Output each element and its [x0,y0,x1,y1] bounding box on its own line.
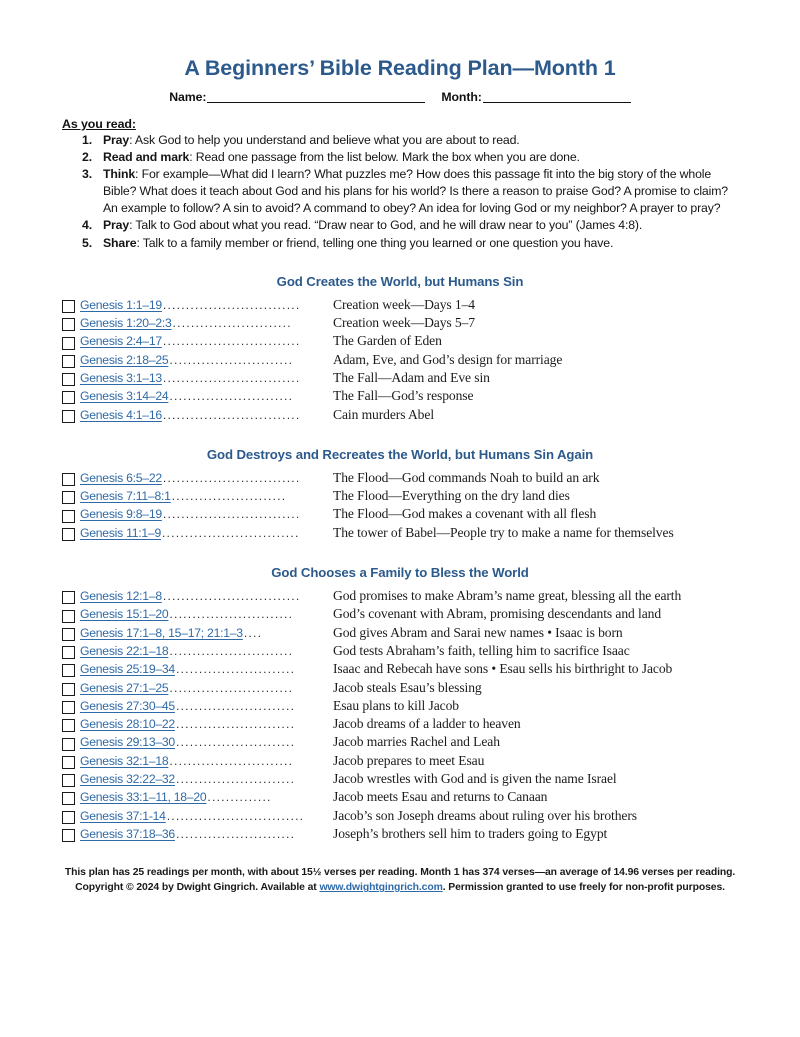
dot-leader: ........................... [169,353,294,366]
instructions-list [62,132,738,252]
scripture-reference-link[interactable]: Genesis 37:1-14 [80,808,166,823]
reading-checkbox[interactable] [62,738,75,751]
reference-group [80,489,329,503]
dot-leader: .............................. [162,335,301,348]
footer [62,865,738,895]
reading-row[interactable] [62,808,738,826]
reading-description: Jacob meets Esau and returns to Canaan [333,789,548,805]
reading-description: Jacob steals Esau’s blessing [333,679,482,695]
reference-group [80,298,329,312]
dot-leader: .............................. [162,471,301,485]
reading-description: Isaac and Rebecah have sons • Esau sells his birthright to Jacob [333,661,673,677]
reference-group [80,662,329,676]
dot-leader: .............. [207,791,272,804]
reading-description: The Fall—Adam and Eve sin [333,369,490,385]
month-label: Month: [441,89,482,104]
scripture-reference-link[interactable]: Genesis 2:18–25 [80,352,169,367]
reading-row[interactable] [62,470,738,488]
reading-checkbox[interactable] [62,774,75,787]
instruction-step [62,235,738,252]
scripture-reference-link[interactable]: Genesis 28:10–22 [80,717,175,732]
dot-leader: .......................... [175,718,296,731]
section-spacer [62,425,738,446]
reading-sections [62,252,738,844]
reading-row[interactable] [62,789,738,807]
scripture-reference-link[interactable]: Genesis 22:1–18 [80,643,169,658]
reading-checkbox[interactable] [62,628,75,641]
instruction-step-text: : Talk to God about what you read. “Draw near to God, and he will draw near to you” (James 4:8). [129,218,643,233]
section-spacer [62,252,738,273]
scripture-reference-link[interactable]: Genesis 12:1–8 [80,589,162,604]
instruction-step-lead: Read and mark [103,150,190,165]
instruction-step-text: : Talk to a family member or friend, telling one thing you learned or one question you have. [136,235,614,250]
reading-row[interactable] [62,734,738,752]
reading-row[interactable] [62,680,738,698]
reading-row[interactable] [62,506,738,524]
month-input-rule[interactable] [483,102,631,103]
reading-description: The Flood—God makes a covenant with all flesh [333,506,597,522]
dot-leader: .......................... [175,736,296,749]
dot-leader: .......................... [175,663,296,676]
scripture-reference-link[interactable]: Genesis 6:5–22 [80,470,162,485]
scripture-reference-link[interactable]: Genesis 37:18–36 [80,826,175,841]
reading-description: Jacob wrestles with God and is given the name Israel [333,771,617,787]
reading-description: Joseph’s brothers sell him to traders going to Egypt [333,825,608,841]
name-month-line [62,90,738,104]
instruction-step-text: : Ask God to help you understand and believe what you are about to read. [129,132,520,147]
scripture-reference-link[interactable]: Genesis 27:30–45 [80,698,175,713]
copyright-text-before: Copyright © 2024 by Dwight Gingrich. Available at [75,882,320,894]
reading-row[interactable] [62,315,738,333]
reference-group [80,754,329,768]
dot-leader: ........................... [169,608,294,621]
reading-list [62,297,738,425]
dot-leader: .... [243,626,263,639]
reference-group [80,389,329,403]
reading-checkbox[interactable] [62,373,75,386]
reading-checkbox[interactable] [62,528,75,541]
instruction-step [62,132,738,149]
scripture-reference-link[interactable]: Genesis 11:1–9 [80,525,161,540]
reading-row[interactable] [62,625,738,643]
reading-list [62,470,738,543]
reading-checkbox[interactable] [62,510,75,523]
dot-leader: .......................... [175,699,296,713]
reading-description: God gives Abram and Sarai new names • Isaac is born [333,624,623,640]
reading-checkbox[interactable] [62,664,75,677]
reading-checkbox[interactable] [62,610,75,623]
scripture-reference-link[interactable]: Genesis 33:1–11, 18–20 [80,790,207,805]
footer-copyright [62,880,738,895]
dot-leader: ........................... [169,390,294,403]
instruction-step-text: : For example—What did I learn? What puzzles me? How does this passage fit into the big story of the whole Bible? What does it teach about God and his plans for his world? Is there a reason to praise God? A promise to claim? An example to follow? A sin to avoid? A command to obey? An idea for loving God or my neighbor? A prayer to pray? [103,167,728,215]
reading-row[interactable] [62,698,738,716]
instruction-step [62,217,738,234]
reading-checkbox[interactable] [62,337,75,350]
instruction-step-lead: Think [103,167,136,182]
reading-checkbox[interactable] [62,491,75,504]
name-input-rule[interactable] [207,102,425,103]
reading-row[interactable] [62,606,738,624]
reference-group [80,699,329,713]
scripture-reference-link[interactable]: Genesis 32:22–32 [80,772,175,787]
reading-checkbox[interactable] [62,646,75,659]
dot-leader: .............................. [162,371,301,385]
scripture-reference-link[interactable]: Genesis 3:14–24 [80,389,169,404]
copyright-text-after: . Permission granted to use freely for non-profit purposes. [442,882,725,894]
reference-group [80,717,329,731]
reading-checkbox[interactable] [62,829,75,842]
reading-description: Jacob dreams of a ladder to heaven [333,716,521,732]
reading-description: Esau plans to kill Jacob [333,697,459,713]
scripture-reference-link[interactable]: Genesis 7:11–8:1 [80,489,171,504]
reference-group [80,772,329,786]
reference-group [80,607,329,621]
reading-description: The Fall—God’s response [333,388,474,404]
dot-leader: .............................. [161,526,300,539]
reference-group [80,371,329,385]
reference-group [80,507,329,521]
dot-leader: ........................... [169,644,294,658]
reading-row[interactable] [62,753,738,771]
scripture-reference-link[interactable]: Genesis 15:1–20 [80,607,169,622]
reference-group [80,827,329,841]
instruction-step-lead: Share [103,235,137,250]
reading-row[interactable] [62,525,738,543]
reading-description: God’s covenant with Abram, promising descendants and land [333,606,662,622]
dot-leader: .............................. [162,408,301,421]
reading-row[interactable] [62,771,738,789]
dot-leader: ........................... [169,681,294,694]
scripture-reference-link[interactable]: Genesis 3:1–13 [80,370,162,385]
reference-group [80,644,329,658]
scripture-reference-link[interactable]: Genesis 17:1–8, 15–17; 21:1–3 [80,625,243,640]
reading-row[interactable] [62,488,738,506]
instruction-step-text: : Read one passage from the list below. Mark the box when you are done. [189,150,580,165]
reading-checkbox[interactable] [62,318,75,331]
reading-checkbox[interactable] [62,756,75,769]
dot-leader: ........................... [169,754,294,767]
reading-checkbox[interactable] [62,391,75,404]
reading-checkbox[interactable] [62,410,75,423]
scripture-reference-link[interactable]: Genesis 25:19–34 [80,662,175,677]
scripture-reference-link[interactable]: Genesis 32:1–18 [80,753,169,768]
section-heading: God Chooses a Family to Bless the World [271,565,529,581]
name-label: Name: [169,89,207,104]
section-heading: God Creates the World, but Humans Sin [276,273,524,289]
reading-row[interactable] [62,826,738,844]
reading-description: God promises to make Abram’s name great, blessing all the earth [333,588,682,604]
reading-row[interactable] [62,643,738,661]
instruction-step [62,149,738,166]
reading-row[interactable] [62,333,738,351]
dot-leader: .......................... [175,827,296,841]
dot-leader: .............................. [162,590,301,603]
reading-description: Jacob marries Rachel and Leah [333,734,500,750]
dot-leader: .............................. [162,508,301,521]
reference-group [80,526,329,540]
reading-checkbox[interactable] [62,719,75,732]
reading-checkbox[interactable] [62,683,75,696]
reading-description: Cain murders Abel [333,406,434,422]
reading-checkbox[interactable] [62,792,75,805]
reading-description: Jacob’s son Joseph dreams about ruling over his brothers [333,807,637,823]
reference-group [80,626,329,640]
page-title: A Beginners’ Bible Reading Plan—Month 1 [184,56,616,80]
instruction-step [62,166,738,216]
website-link[interactable]: www.dwightgingrich.com [319,882,443,894]
reference-group [80,408,329,422]
scripture-reference-link[interactable]: Genesis 29:13–30 [80,735,175,750]
reference-group [80,681,329,695]
scripture-reference-link[interactable]: Genesis 1:1–19 [80,297,162,312]
reading-checkbox[interactable] [62,591,75,604]
dot-leader: .............................. [162,298,301,311]
reference-group [80,334,329,348]
scripture-reference-link[interactable]: Genesis 1:20–2:3 [80,316,172,331]
reading-row[interactable] [62,661,738,679]
reading-checkbox[interactable] [62,300,75,313]
section-heading: God Destroys and Recreates the World, but Humans Sin Again [206,446,594,462]
reference-group [80,790,329,804]
reference-group [80,735,329,749]
reading-row[interactable] [62,716,738,734]
reference-group [80,809,329,823]
dot-leader: ......................... [171,490,287,503]
reading-row[interactable] [62,388,738,406]
reference-group [80,353,329,367]
reading-description: Creation week—Days 5–7 [333,315,476,331]
footer-stats: This plan has 25 readings per month, with about 15½ verses per reading. Month 1 has 374 verses—an average of 14.96 verses per reading. [64,867,736,879]
instruction-step-lead: Pray [103,218,130,233]
reading-description: The Flood—Everything on the dry land dies [333,488,570,504]
reference-group [80,589,329,603]
dot-leader: .......................... [172,317,292,330]
scripture-reference-link[interactable]: Genesis 2:4–17 [80,334,162,349]
reading-checkbox[interactable] [62,355,75,368]
reading-description: The Flood—God commands Noah to build an ark [333,469,600,485]
reading-row[interactable] [62,407,738,425]
reading-description: Jacob prepares to meet Esau [333,752,485,768]
dot-leader: .............................. [166,809,305,822]
reference-group [80,316,329,330]
document-body [62,56,738,895]
reading-row[interactable] [62,297,738,315]
reading-checkbox[interactable] [62,701,75,714]
scripture-reference-link[interactable]: Genesis 4:1–16 [80,407,162,422]
reading-description: Creation week—Days 1–4 [333,296,476,312]
reading-row[interactable] [62,588,738,606]
reading-description: The tower of Babel—People try to make a name for themselves [333,524,674,540]
reading-description: The Garden of Eden [333,333,442,349]
reading-description: God tests Abraham’s faith, telling him to sacrifice Isaac [333,642,630,658]
instruction-step-lead: Pray [103,132,130,147]
scripture-reference-link[interactable]: Genesis 27:1–25 [80,680,169,695]
reading-checkbox[interactable] [62,811,75,824]
instructions-heading: As you read: [62,116,136,131]
dot-leader: .......................... [175,773,296,786]
reading-description: Adam, Eve, and God’s design for marriage [333,351,563,367]
reading-checkbox[interactable] [62,473,75,486]
reading-row[interactable] [62,352,738,370]
reading-list [62,588,738,844]
reference-group [80,471,329,485]
reading-row[interactable] [62,370,738,388]
scripture-reference-link[interactable]: Genesis 9:8–19 [80,507,162,522]
section-spacer [62,543,738,564]
